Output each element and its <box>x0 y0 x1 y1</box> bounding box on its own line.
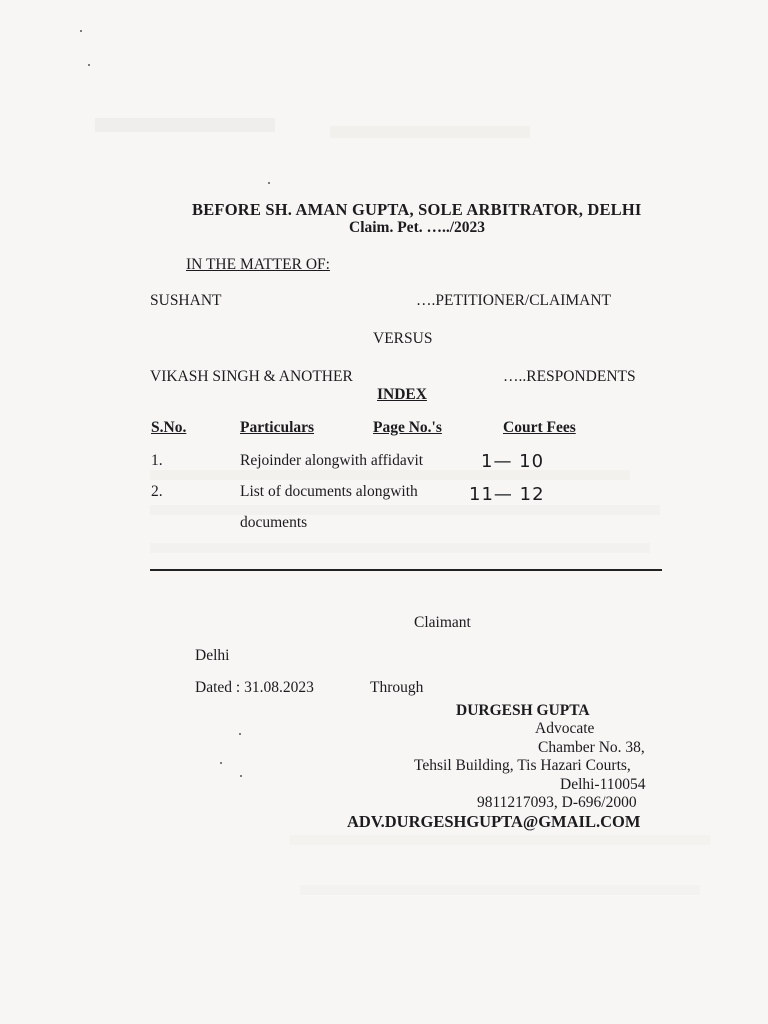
advocate-building: Tehsil Building, Tis Hazari Courts, <box>414 757 631 774</box>
column-header-particulars: Particulars <box>240 419 315 436</box>
speck <box>80 30 82 32</box>
row-particulars: List of documents alongwith <box>240 483 418 500</box>
advocate-title: Advocate <box>535 720 595 737</box>
bleed-through-mark <box>330 126 530 138</box>
bleed-through-mark <box>290 835 710 845</box>
bleed-through-mark <box>150 505 660 515</box>
column-header-court-fees: Court Fees <box>503 419 576 436</box>
respondent-role: …..RESPONDENTS <box>503 368 636 385</box>
column-header-sno: S.No. <box>151 419 187 436</box>
advocate-city: Delhi-110054 <box>560 776 646 793</box>
advocate-email: ADV.DURGESHGUPTA@GMAIL.COM <box>347 812 641 831</box>
dated-label: Dated : 31.08.2023 <box>195 679 314 696</box>
advocate-phone: 9811217093, D-696/2000 <box>477 794 637 811</box>
claimant-label: Claimant <box>414 614 471 631</box>
horizontal-rule <box>150 569 662 571</box>
petitioner-name: SUSHANT <box>150 292 222 309</box>
place-label: Delhi <box>195 647 230 664</box>
petitioner-role: ….PETITIONER/CLAIMANT <box>416 292 612 309</box>
bleed-through-mark <box>150 543 650 553</box>
row-particulars: Rejoinder alongwith affidavit <box>240 452 424 469</box>
column-header-pages: Page No.'s <box>373 419 442 436</box>
row-sno: 2. <box>151 483 163 500</box>
claim-petition-number: Claim. Pet. …../2023 <box>349 219 486 236</box>
row-pages-handwritten: 1— 10 <box>481 451 545 472</box>
bleed-through-mark <box>150 470 630 480</box>
speck <box>88 64 90 66</box>
bleed-through-mark <box>95 118 275 132</box>
in-the-matter-label: IN THE MATTER OF: <box>186 256 330 273</box>
speck <box>220 762 222 764</box>
row-sno: 1. <box>151 452 163 469</box>
advocate-name: DURGESH GUPTA <box>456 702 590 719</box>
row-pages-handwritten: 11— 12 <box>469 484 545 505</box>
index-title: INDEX <box>377 386 427 403</box>
speck <box>240 775 242 777</box>
bleed-through-mark <box>300 885 700 895</box>
speck <box>239 733 241 735</box>
speck <box>268 182 270 184</box>
through-label: Through <box>370 679 424 696</box>
versus-label: VERSUS <box>373 330 433 347</box>
row-particulars-continued: documents <box>240 514 308 531</box>
respondent-name: VIKASH SINGH & ANOTHER <box>150 368 353 385</box>
tribunal-heading: BEFORE SH. AMAN GUPTA, SOLE ARBITRATOR, DELHI <box>192 200 642 219</box>
advocate-chamber: Chamber No. 38, <box>538 739 645 756</box>
